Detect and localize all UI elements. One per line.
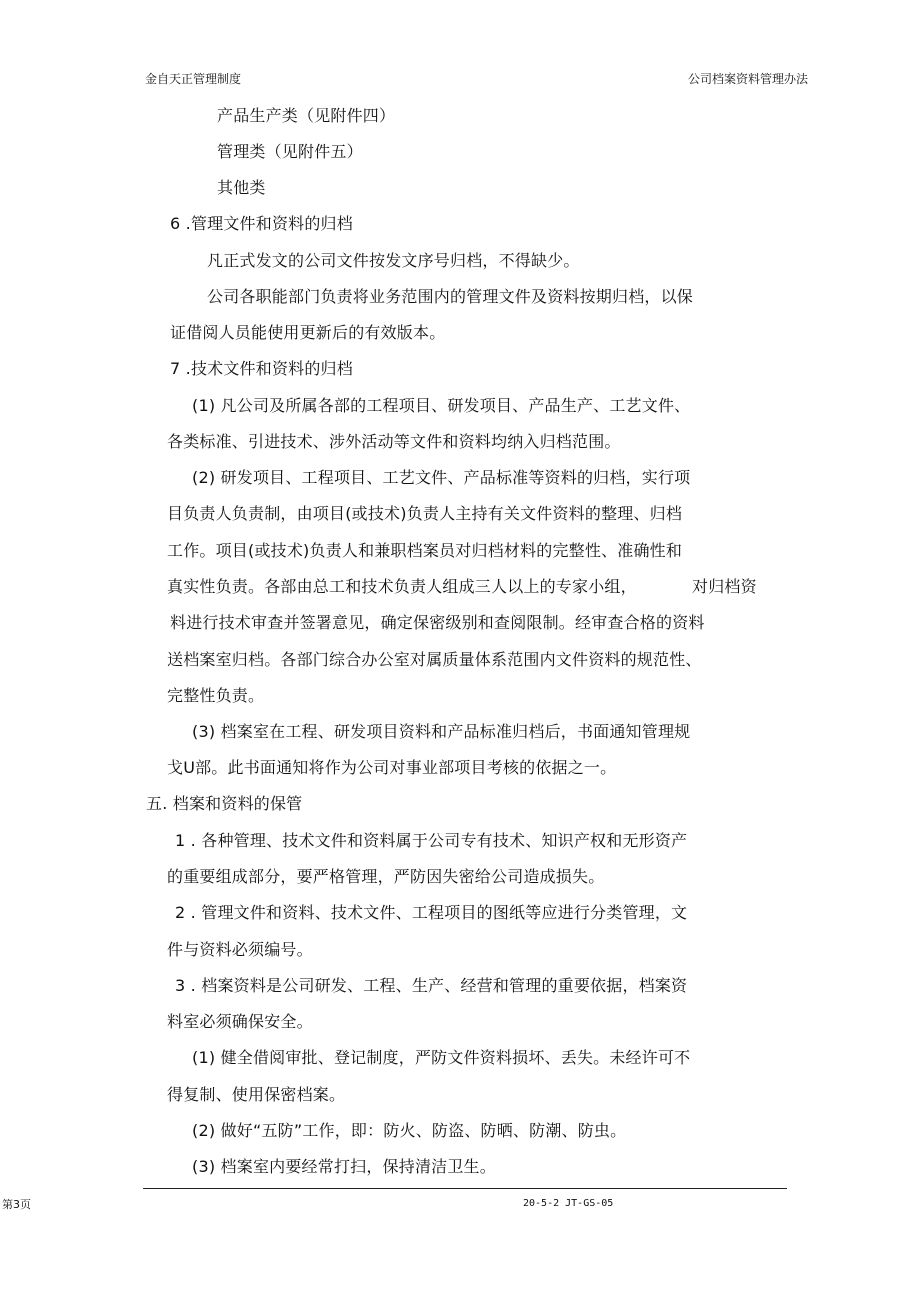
text-line: 的重要组成部分，要严格管理，严防因失密给公司造成损失。 [167,867,605,886]
section-heading: 6 .管理文件和资料的归档 [170,214,353,233]
text-line: 对归档资 [692,577,757,596]
text-line: 凡正式发文的公司文件按发文序号归档，不得缺少。 [207,251,580,270]
text-line: (1) 凡公司及所属各部的工程项目、研发项目、产品生产、工艺文件、 [192,396,691,415]
header-left-title: 金自天正管理制度 [145,72,242,86]
text-line: 1 . 各种管理、技术文件和资料属于公司专有技术、知识产权和无形资产 [175,831,688,850]
text-line: (1) 健全借阅审批、登记制度，严防文件资料损坏、丢失。未经许可不 [192,1048,691,1067]
text-line: 料室必须确保安全。 [167,1012,313,1031]
text-line: 工作。项目(或技术)负责人和兼职档案员对归档材料的完整性、准确性和 [167,541,683,560]
text-line: 戈U部。此书面通知将作为公司对事业部项目考核的依据之一。 [167,758,617,777]
text-line: 送档案室归档。各部门综合办公室对属质量体系范围内文件资料的规范性、 [167,650,702,669]
document-code: 20-5-2 JT-GS-05 [523,1198,614,1209]
footer-divider [143,1188,787,1189]
chapter-heading: 五. 档案和资料的保管 [146,794,303,813]
text-line: 件与资料必须编号。 [167,940,313,959]
text-line: 2 . 管理文件和资料、技术文件、工程项目的图纸等应进行分类管理，文 [175,903,688,922]
text-line: 目负责人负责制，由项目(或技术)负责人主持有关文件资料的整理、归档 [167,504,683,523]
text-line: (3) 档案室在工程、研发项目资料和产品标准归档后，书面通知管理规 [192,722,691,741]
text-line: 真实性负责。各部由总工和技术负责人组成三人以上的专家小组， [167,577,637,596]
text-line: 其他类 [217,178,266,197]
text-line: 证借阅人员能使用更新后的有效版本。 [170,323,446,342]
text-line: 各类标准、引进技术、涉外活动等文件和资料均纳入归档范围。 [167,432,621,451]
page-number: 第3页 [2,1198,31,1211]
text-line: (2) 研发项目、工程项目、工艺文件、产品标准等资料的归档，实行项 [192,468,691,487]
text-line: 料进行技术审查并签署意见，确定保密级别和查阅限制。经审查合格的资料 [170,613,705,632]
text-line: 公司各职能部门负责将业务范围内的管理文件及资料按期归档，以保 [207,287,694,306]
section-heading: 7 .技术文件和资料的归档 [170,359,353,378]
text-line: 3 . 档案资料是公司研发、工程、生产、经营和管理的重要依据，档案资 [175,976,688,995]
text-line: 完整性负责。 [167,686,265,705]
header-right-title: 公司档案资料管理办法 [687,72,808,86]
text-line: 产品生产类（见附件四） [217,106,396,125]
text-line: (2) 做好“五防”工作，即：防火、防盗、防晒、防潮、防虫。 [192,1121,627,1140]
text-line: 管理类（见附件五） [217,142,363,161]
text-line: (3) 档案室内要经常打扫，保持清洁卫生。 [192,1157,496,1176]
text-line: 得复制、使用保密档案。 [167,1085,346,1104]
